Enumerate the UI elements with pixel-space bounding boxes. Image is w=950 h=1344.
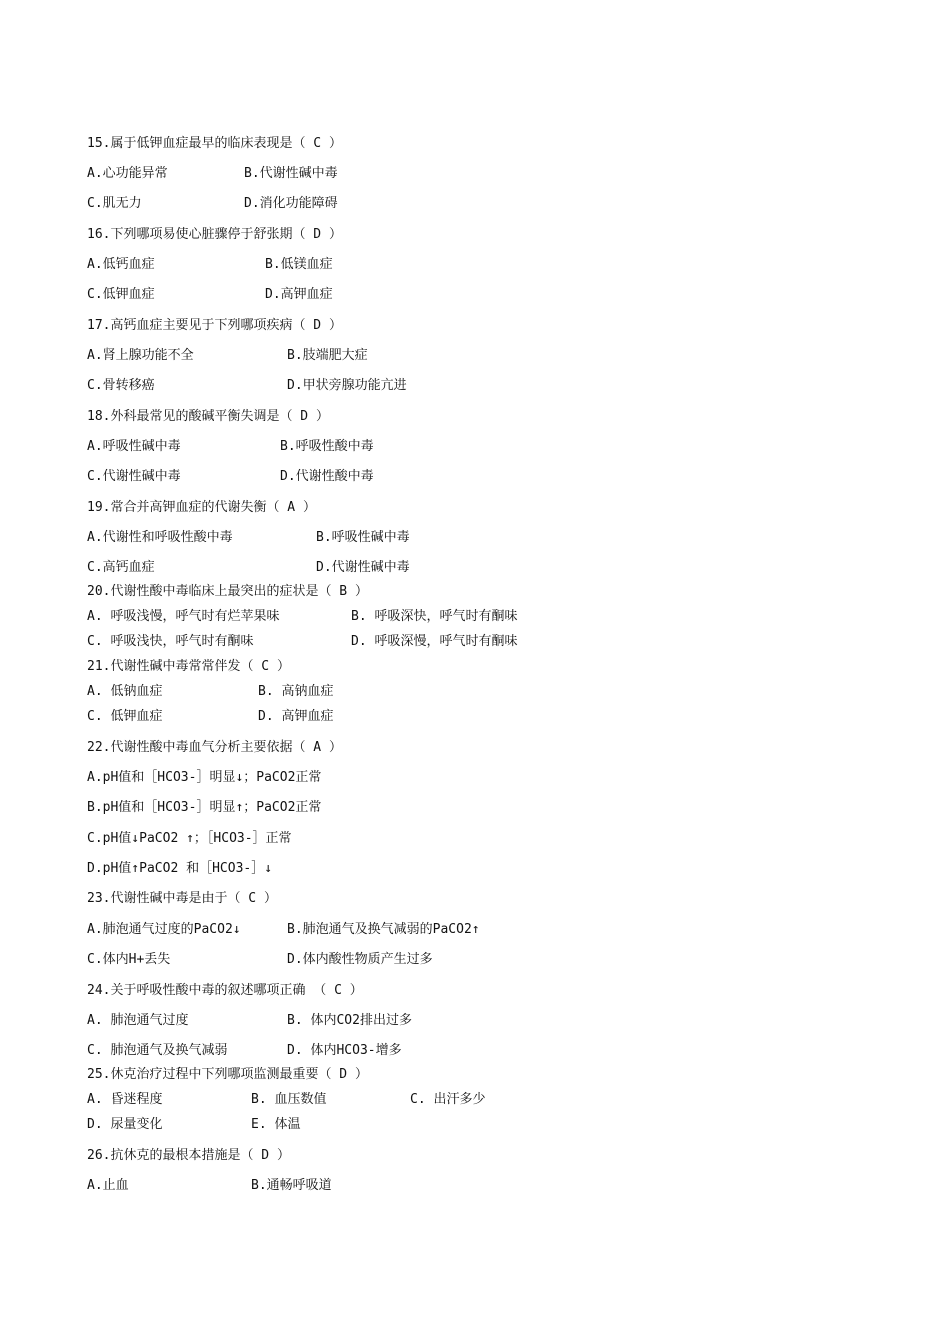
- option-b: B.低镁血症: [265, 257, 333, 272]
- option-a: A.代谢性和呼吸性酸中毒: [87, 530, 233, 545]
- option-c: C.低钾血症: [87, 287, 155, 302]
- option-c: C.体内H+丢失: [87, 952, 171, 967]
- option-d: D.代谢性碱中毒: [316, 560, 410, 575]
- option-d: D.代谢性酸中毒: [280, 469, 374, 484]
- question-stem: 21.代谢性碱中毒常常伴发（ C ）: [87, 659, 290, 674]
- question-stem: 20.代谢性酸中毒临床上最突出的症状是（ B ）: [87, 584, 368, 599]
- option-c: C. 肺泡通气及换气减弱: [87, 1043, 228, 1058]
- option-a: A. 肺泡通气过度: [87, 1013, 189, 1028]
- option-c: C.骨转移癌: [87, 378, 155, 393]
- question-stem: 16.下列哪项易使心脏骤停于舒张期（ D ）: [87, 227, 342, 242]
- option-b: B.呼吸性酸中毒: [280, 439, 374, 454]
- option-b: B.呼吸性碱中毒: [316, 530, 410, 545]
- option-d: D. 体内HCO3-增多: [287, 1043, 402, 1058]
- option-d: D. 尿量变化: [87, 1117, 163, 1132]
- question-stem: 24.关于呼吸性酸中毒的叙述哪项正确 （ C ）: [87, 983, 363, 998]
- option-b: B.肺泡通气及换气减弱的PaCO2↑: [287, 922, 480, 937]
- option-a: A.肾上腺功能不全: [87, 348, 194, 363]
- option-d: D. 高钾血症: [258, 709, 334, 724]
- question-stem: 17.高钙血症主要见于下列哪项疾病（ D ）: [87, 318, 342, 333]
- option-c: C.高钙血症: [87, 560, 155, 575]
- option-b: B. 体内CO2排出过多: [287, 1013, 412, 1028]
- option-d: D.消化功能障碍: [244, 196, 338, 211]
- option-a: A.肺泡通气过度的PaCO2↓: [87, 922, 241, 937]
- option-d: D.pH值↑PaCO2 和［HCO3-］↓: [87, 861, 273, 876]
- option-a: A. 呼吸浅慢，呼气时有烂苹果味: [87, 609, 280, 624]
- option-d: D.体内酸性物质产生过多: [287, 952, 433, 967]
- question-stem: 19.常合并高钾血症的代谢失衡（ A ）: [87, 500, 316, 515]
- option-b: B.代谢性碱中毒: [244, 166, 338, 181]
- option-a: A.呼吸性碱中毒: [87, 439, 181, 454]
- option-c: C. 呼吸浅快，呼气时有酮味: [87, 634, 254, 649]
- question-stem: 15.属于低钾血症最早的临床表现是（ C ）: [87, 136, 342, 151]
- option-b: B.通畅呼吸道: [251, 1178, 332, 1193]
- option-c: C. 出汗多少: [410, 1092, 486, 1107]
- option-a: A.止血: [87, 1178, 129, 1193]
- option-d: D. 呼吸深慢，呼气时有酮味: [351, 634, 518, 649]
- question-stem: 25.休克治疗过程中下列哪项监测最重要（ D ）: [87, 1067, 368, 1082]
- question-stem: 18.外科最常见的酸碱平衡失调是（ D ）: [87, 409, 329, 424]
- option-c: C.pH值↓PaCO2 ↑；［HCO3-］正常: [87, 831, 292, 846]
- option-b: B.pH值和［HCO3-］明显↑；PaCO2正常: [87, 800, 322, 815]
- question-stem: 23.代谢性碱中毒是由于（ C ）: [87, 891, 277, 906]
- option-e: E. 体温: [251, 1117, 301, 1132]
- option-b: B. 高钠血症: [258, 684, 334, 699]
- option-c: C.代谢性碱中毒: [87, 469, 181, 484]
- option-d: D.甲状旁腺功能亢进: [287, 378, 407, 393]
- option-a: A.pH值和［HCO3-］明显↓；PaCO2正常: [87, 770, 322, 785]
- option-a: A.低钙血症: [87, 257, 155, 272]
- option-b: B.肢端肥大症: [287, 348, 368, 363]
- option-a: A.心功能异常: [87, 166, 168, 181]
- option-a: A. 昏迷程度: [87, 1092, 163, 1107]
- question-stem: 22.代谢性酸中毒血气分析主要依据（ A ）: [87, 740, 342, 755]
- option-b: B. 呼吸深快，呼气时有酮味: [351, 609, 518, 624]
- option-c: C.肌无力: [87, 196, 142, 211]
- option-b: B. 血压数值: [251, 1092, 327, 1107]
- question-stem: 26.抗休克的最根本措施是（ D ）: [87, 1148, 290, 1163]
- option-c: C. 低钾血症: [87, 709, 163, 724]
- option-a: A. 低钠血症: [87, 684, 163, 699]
- option-d: D.高钾血症: [265, 287, 333, 302]
